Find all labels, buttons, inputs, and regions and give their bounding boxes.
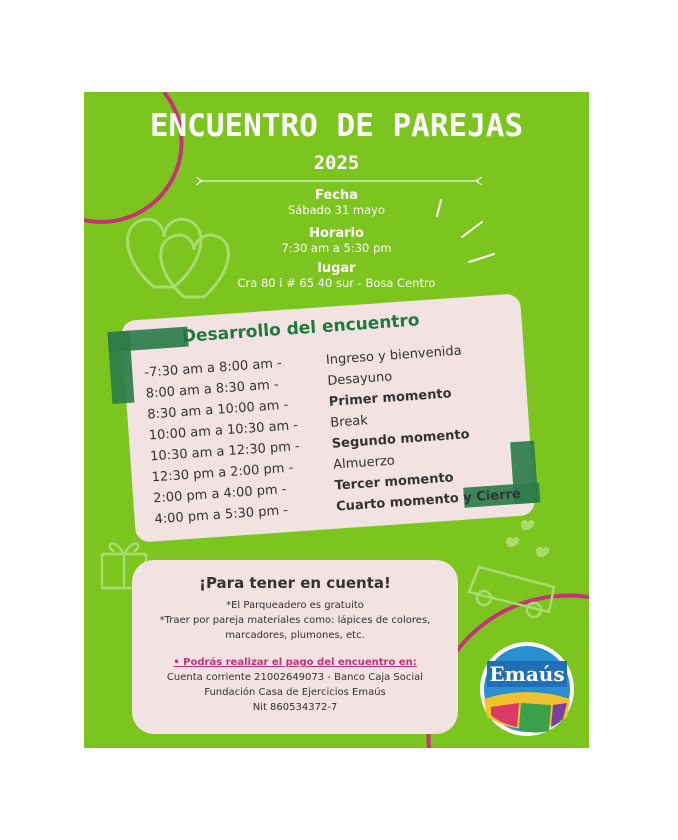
horario-label: Horario bbox=[309, 226, 364, 241]
agenda-activity: Segundo momento bbox=[331, 427, 471, 452]
agenda-time: -7:30 am a 8:00 am - bbox=[143, 356, 283, 381]
agenda-time: 10:00 am a 10:30 am - bbox=[148, 418, 299, 444]
agenda-activity: Break bbox=[329, 413, 369, 431]
agenda-time: 12:30 pm a 2:00 pm - bbox=[151, 460, 294, 486]
payment-heading: • Podrás realizar el pago del encuentro en: bbox=[173, 657, 417, 668]
note-line-materials-2: marcadores, plumones, etc. bbox=[225, 630, 365, 641]
agenda-time: 2:00 pm a 4:00 pm - bbox=[152, 482, 287, 507]
agenda-time: 8:00 am a 8:30 am - bbox=[145, 377, 280, 402]
fecha-label: Fecha bbox=[315, 188, 358, 203]
logo-text: Emaús bbox=[489, 662, 565, 686]
bank-account: Cuenta corriente 21002649073 - Banco Caja Social bbox=[166, 672, 424, 683]
agenda-time: 8:30 am a 10:00 am - bbox=[146, 397, 289, 423]
note-line-materials: *Traer por pareja materiales como: lápices de colores, bbox=[159, 615, 431, 626]
divider-icon bbox=[196, 177, 482, 185]
horario-value: 7:30 am a 5:30 pm bbox=[281, 241, 392, 255]
agenda-activity: Tercer momento bbox=[334, 470, 455, 494]
poster-title: ENCUENTRO DE PAREJAS bbox=[149, 108, 524, 144]
lugar-label: lugar bbox=[317, 261, 356, 276]
small-hearts-icon bbox=[506, 520, 549, 557]
lugar-value: Cra 80 i # 65 40 sur - Bosa Centro bbox=[237, 276, 436, 290]
note-card bbox=[132, 560, 458, 734]
payment-heading-text: Podrás realizar el pago del encuentro en: bbox=[183, 657, 417, 668]
agenda-time: 10:30 am a 12:30 pm - bbox=[149, 439, 301, 465]
poster-year: 2025 bbox=[313, 152, 360, 174]
agenda-title: Desarrollo del encuentro bbox=[181, 310, 421, 347]
horario-block bbox=[84, 226, 589, 255]
fecha-value: Sábado 31 mayo bbox=[287, 203, 386, 217]
lugar-block bbox=[84, 261, 589, 290]
nit-number: Nit 860534372-7 bbox=[252, 702, 338, 713]
fecha-block bbox=[84, 188, 589, 217]
organization-name: Fundación Casa de Ejercicios Emaús bbox=[204, 687, 386, 698]
agenda-activity: Ingreso y bienvenida bbox=[325, 343, 463, 368]
note-line-parking: *El Parqueadero es gratuito bbox=[226, 600, 364, 611]
agenda-time: 4:00 pm a 5:30 pm - bbox=[154, 503, 289, 528]
agenda-activity: Desayuno bbox=[326, 369, 393, 389]
agenda-activity: Primer momento bbox=[328, 386, 453, 410]
agenda-activity: Cuarto momento y Cierre bbox=[335, 486, 522, 515]
agenda-activity: Almuerzo bbox=[332, 453, 396, 473]
poster bbox=[84, 92, 589, 748]
note-title: ¡Para tener en cuenta! bbox=[199, 574, 391, 592]
agenda-card bbox=[121, 293, 536, 542]
emaus-logo bbox=[479, 637, 575, 741]
